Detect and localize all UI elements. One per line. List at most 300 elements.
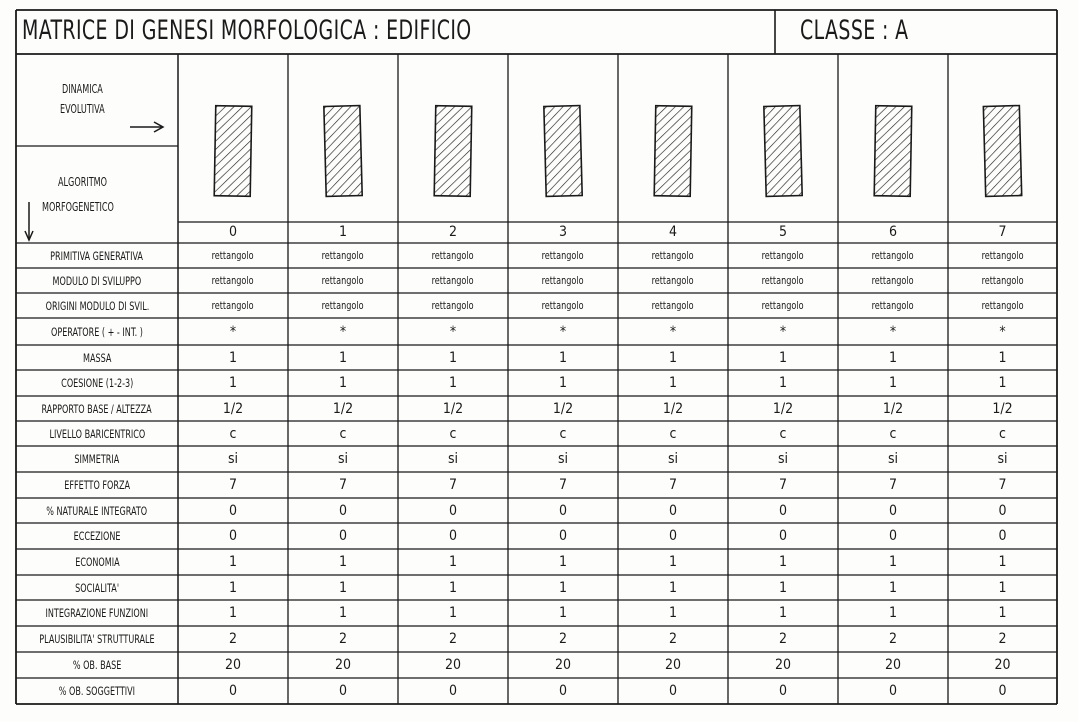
down-arrow-icon xyxy=(25,202,33,240)
matrix-cell xyxy=(508,682,618,700)
matrix-cell-value: rettangolo xyxy=(432,248,474,262)
matrix-cell xyxy=(508,579,618,597)
matrix-cell-value: si xyxy=(227,451,239,467)
matrix-cell-value: 1/2 xyxy=(882,400,904,417)
matrix-cell xyxy=(948,297,1057,315)
matrix-cell-value: 1 xyxy=(888,349,897,366)
matrix-cell xyxy=(838,425,948,443)
matrix-cell xyxy=(178,450,288,468)
matrix-cell xyxy=(728,579,838,597)
matrix-cell-value: c xyxy=(999,425,1006,442)
matrix-cell xyxy=(398,579,508,597)
matrix-cell-value: 20 xyxy=(224,657,242,673)
matrix-cell-value: 1 xyxy=(228,349,237,366)
matrix-cell xyxy=(838,349,948,367)
matrix-cell-value: * xyxy=(339,323,347,340)
matrix-cell xyxy=(288,450,398,468)
matrix-cell xyxy=(618,502,728,520)
matrix-cell xyxy=(178,349,288,367)
matrix-cell-value: 7 xyxy=(558,477,567,493)
row-label-text: ECONOMIA xyxy=(74,555,120,569)
matrix-cell-value: 0 xyxy=(448,528,457,544)
matrix-cell xyxy=(508,553,618,571)
matrix-cell-value: si xyxy=(997,451,1008,467)
matrix-cell xyxy=(728,425,838,443)
matrix-cell-value: 20 xyxy=(774,657,792,673)
matrix-cell-value: 1/2 xyxy=(552,400,574,417)
matrix-cell-value: 0 xyxy=(888,528,897,544)
matrix-cell xyxy=(508,374,618,392)
matrix-cell xyxy=(618,247,728,265)
row-label xyxy=(16,554,178,570)
column-number: 3 xyxy=(558,224,567,240)
matrix-cell xyxy=(838,527,948,545)
matrix-cell xyxy=(398,553,508,571)
row-label-text: % OB. SOGGETTIVI xyxy=(58,684,136,698)
matrix-cell xyxy=(948,425,1057,443)
matrix-cell xyxy=(618,272,728,290)
stage-shape-1 xyxy=(324,106,362,197)
matrix-cell xyxy=(728,323,838,341)
matrix-cell-value: 1 xyxy=(998,349,1007,366)
matrix-cell xyxy=(508,297,618,315)
matrix-cell-value: 20 xyxy=(664,657,682,673)
matrix-cell xyxy=(288,630,398,648)
matrix-cell-value: 7 xyxy=(338,477,347,493)
matrix-cell xyxy=(728,656,838,674)
row-label-text: RAPPORTO BASE / ALTEZZA xyxy=(41,401,153,416)
matrix-cell-value: 1/2 xyxy=(332,400,354,417)
matrix-cell-value: c xyxy=(449,425,457,442)
matrix-cell-value: 1/2 xyxy=(442,400,464,417)
matrix-cell xyxy=(288,656,398,674)
matrix-cell-value: * xyxy=(779,323,787,340)
matrix-cell-value: 1 xyxy=(778,579,787,596)
matrix-cell-value: 2 xyxy=(668,631,677,647)
matrix-cell xyxy=(508,604,618,622)
matrix-cell xyxy=(398,272,508,290)
matrix-cell-value: 1 xyxy=(558,375,567,391)
row-label-text: INTEGRAZIONE FUNZIONI xyxy=(45,606,149,620)
matrix-cell-value: rettangolo xyxy=(542,248,584,262)
matrix-cell-value: si xyxy=(887,451,899,467)
matrix-cell-value: 1 xyxy=(778,605,787,621)
matrix-cell xyxy=(948,630,1057,648)
matrix-cell xyxy=(728,349,838,367)
matrix-cell xyxy=(178,656,288,674)
matrix-cell xyxy=(398,323,508,341)
matrix-cell-value: 1 xyxy=(778,375,787,391)
matrix-cell-value: 1 xyxy=(888,554,897,570)
matrix-cell-value: 0 xyxy=(228,683,237,699)
matrix-cell xyxy=(398,349,508,367)
matrix-cell-value: * xyxy=(559,323,567,340)
matrix-cell-value: 1/2 xyxy=(662,400,684,417)
matrix-cell xyxy=(508,656,618,674)
matrix-cell-value: rettangolo xyxy=(212,298,254,312)
matrix-cell-value: rettangolo xyxy=(212,273,254,287)
row-label xyxy=(16,350,178,366)
matrix-cell xyxy=(288,553,398,571)
matrix-cell-value: 0 xyxy=(558,683,567,699)
matrix-cell xyxy=(948,247,1057,265)
matrix-cell-value: 1 xyxy=(998,579,1007,596)
matrix-cell-value: 7 xyxy=(228,477,237,493)
matrix-cell-value: 7 xyxy=(448,477,457,493)
stage-shape-4 xyxy=(654,106,692,197)
matrix-cell xyxy=(618,553,728,571)
matrix-cell xyxy=(508,630,618,648)
dynamic-label-line2: EVOLUTIVA xyxy=(60,102,105,116)
stage-shape-2 xyxy=(434,106,472,197)
matrix-cell-value: 7 xyxy=(778,477,787,493)
matrix-cell-value: rettangolo xyxy=(212,248,254,262)
matrix-cell-value: 7 xyxy=(668,477,677,493)
matrix-cell xyxy=(838,400,948,418)
matrix-cell-value: rettangolo xyxy=(872,273,914,287)
matrix-cell-value: si xyxy=(557,451,569,467)
matrix-cell xyxy=(288,579,398,597)
matrix-cell xyxy=(398,656,508,674)
row-label xyxy=(16,631,178,647)
matrix-cell xyxy=(948,682,1057,700)
matrix-cell xyxy=(618,656,728,674)
row-label-text: SOCIALITA' xyxy=(75,580,119,595)
row-label xyxy=(16,375,178,391)
row-label xyxy=(16,503,178,519)
matrix-cell xyxy=(178,400,288,418)
matrix-cell xyxy=(728,450,838,468)
row-label-text: % OB. BASE xyxy=(72,658,122,672)
matrix-cell xyxy=(508,527,618,545)
matrix-cell-value: 0 xyxy=(668,502,677,519)
matrix-cell xyxy=(728,630,838,648)
matrix-cell-value: 20 xyxy=(884,657,902,673)
matrix-cell xyxy=(948,656,1057,674)
matrix-cell xyxy=(178,502,288,520)
matrix-cell-value: 0 xyxy=(558,502,567,519)
matrix-cell xyxy=(728,502,838,520)
matrix-cell xyxy=(508,425,618,443)
matrix-cell xyxy=(508,349,618,367)
matrix-cell-value: 1 xyxy=(558,349,567,366)
matrix-cell-value: 0 xyxy=(558,528,567,544)
dynamic-label-line1: DINAMICA xyxy=(62,82,103,96)
column-number: 0 xyxy=(228,224,237,240)
row-label-text: MODULO DI SVILUPPO xyxy=(52,273,142,288)
matrix-cell xyxy=(728,476,838,494)
matrix-cell xyxy=(838,272,948,290)
matrix-cell-value: 1 xyxy=(338,579,347,596)
matrix-cell xyxy=(618,682,728,700)
matrix-cell-value: 2 xyxy=(228,631,237,647)
matrix-cell xyxy=(948,502,1057,520)
matrix-cell-value: 1 xyxy=(558,554,567,570)
matrix-cell xyxy=(618,349,728,367)
matrix-cell-value: 7 xyxy=(998,477,1007,493)
matrix-cell xyxy=(178,272,288,290)
matrix-cell-value: rettangolo xyxy=(652,273,694,287)
matrix-cell xyxy=(288,247,398,265)
matrix-cell-value: rettangolo xyxy=(322,273,364,287)
stage-shape-3 xyxy=(544,106,582,197)
matrix-cell-value: 1 xyxy=(228,554,237,570)
matrix-cell-value: 1 xyxy=(778,349,787,366)
column-number: 4 xyxy=(668,224,677,240)
matrix-cell-value: 1 xyxy=(558,579,567,596)
matrix-cell-value: rettangolo xyxy=(322,248,364,262)
matrix-cell xyxy=(728,527,838,545)
matrix-cell-value: 1 xyxy=(998,605,1007,621)
matrix-cell xyxy=(178,323,288,341)
matrix-cell-value: rettangolo xyxy=(872,248,914,262)
matrix-cell-value: 1 xyxy=(228,579,237,596)
matrix-cell xyxy=(178,579,288,597)
matrix-cell-value: c xyxy=(669,425,677,442)
matrix-cell xyxy=(398,604,508,622)
matrix-cell xyxy=(728,604,838,622)
matrix-cell-value: rettangolo xyxy=(762,298,804,312)
matrix-cell xyxy=(728,682,838,700)
matrix-cell xyxy=(618,450,728,468)
matrix-cell xyxy=(178,476,288,494)
matrix-cell xyxy=(838,476,948,494)
matrix-cell xyxy=(948,527,1057,545)
matrix-cell xyxy=(948,553,1057,571)
row-label xyxy=(16,273,178,289)
matrix-cell xyxy=(508,502,618,520)
matrix-cell-value: rettangolo xyxy=(872,298,914,312)
matrix-cell-value: * xyxy=(229,323,237,340)
matrix-cell xyxy=(948,450,1057,468)
row-label xyxy=(16,580,178,596)
row-label xyxy=(16,426,178,442)
matrix-cell-value: 1 xyxy=(668,375,677,391)
matrix-cell xyxy=(728,247,838,265)
matrix-cell-value: rettangolo xyxy=(432,298,474,312)
matrix-cell-value: 0 xyxy=(778,502,787,519)
matrix-cell xyxy=(288,527,398,545)
matrix-cell xyxy=(618,374,728,392)
matrix-cell-value: 0 xyxy=(778,683,787,699)
matrix-cell-value: 1 xyxy=(998,554,1007,570)
matrix-cell xyxy=(838,604,948,622)
matrix-cell xyxy=(398,682,508,700)
matrix-cell-value: 0 xyxy=(338,502,347,519)
matrix-cell-value: 1 xyxy=(448,554,457,570)
matrix-cell xyxy=(398,630,508,648)
matrix-cell-value: 1 xyxy=(668,349,677,366)
matrix-cell xyxy=(398,297,508,315)
row-label xyxy=(16,605,178,621)
matrix-cell-value: 0 xyxy=(338,528,347,544)
matrix-cell-value: rettangolo xyxy=(432,273,474,287)
matrix-cell xyxy=(838,323,948,341)
row-label-text: % NATURALE INTEGRATO xyxy=(46,503,148,518)
matrix-cell-value: 20 xyxy=(554,657,572,673)
matrix-cell-value: * xyxy=(449,323,457,340)
row-label-text: ECCEZIONE xyxy=(73,529,121,543)
row-label xyxy=(16,683,178,699)
matrix-cell xyxy=(728,553,838,571)
matrix-cell xyxy=(618,425,728,443)
matrix-cell xyxy=(618,527,728,545)
matrix-cell xyxy=(508,272,618,290)
matrix-cell xyxy=(948,604,1057,622)
matrix-cell-value: rettangolo xyxy=(542,298,584,312)
matrix-cell-value: c xyxy=(889,425,897,442)
matrix-cell xyxy=(618,323,728,341)
matrix-cell-value: 0 xyxy=(778,528,787,544)
matrix-cell xyxy=(398,247,508,265)
matrix-cell xyxy=(178,425,288,443)
matrix-cell-value: 7 xyxy=(888,477,897,493)
matrix-cell xyxy=(508,323,618,341)
matrix-cell xyxy=(838,297,948,315)
matrix-cell-value: 1 xyxy=(668,605,677,621)
stage-shape-6 xyxy=(874,106,912,197)
matrix-cell xyxy=(288,502,398,520)
matrix-cell xyxy=(288,400,398,418)
column-number: 7 xyxy=(998,224,1007,240)
matrix-cell xyxy=(618,400,728,418)
matrix-cell-value: 1/2 xyxy=(992,400,1013,417)
matrix-cell-value: c xyxy=(229,425,237,442)
row-label-text: MASSA xyxy=(82,350,112,365)
row-label xyxy=(16,451,178,467)
row-label xyxy=(16,248,178,264)
matrix-cell xyxy=(288,349,398,367)
matrix-cell-value: 1 xyxy=(888,375,897,391)
matrix-cell-value: si xyxy=(777,451,789,467)
matrix-cell-value: rettangolo xyxy=(652,248,694,262)
matrix-cell xyxy=(838,630,948,648)
matrix-cell xyxy=(948,476,1057,494)
row-label-text: COESIONE (1-2-3) xyxy=(60,376,134,390)
matrix-cell-value: c xyxy=(339,425,347,442)
matrix-cell-value: rettangolo xyxy=(762,248,804,262)
matrix-cell-value: 1/2 xyxy=(772,400,794,417)
matrix-cell xyxy=(288,272,398,290)
matrix-cell-value: si xyxy=(337,451,349,467)
matrix-cell-value: rettangolo xyxy=(322,298,364,312)
matrix-cell xyxy=(398,425,508,443)
matrix-cell-value: 0 xyxy=(888,502,897,519)
matrix-cell xyxy=(838,579,948,597)
stage-shape-5 xyxy=(764,106,802,197)
matrix-cell xyxy=(398,450,508,468)
matrix-cell xyxy=(948,400,1057,418)
matrix-cell-value: 2 xyxy=(778,631,787,647)
matrix-cell-value: 0 xyxy=(998,528,1007,544)
matrix-cell xyxy=(508,476,618,494)
matrix-cell-value: 1 xyxy=(338,349,347,366)
matrix-cell-value: 2 xyxy=(448,631,457,647)
matrix-cell-value: 20 xyxy=(444,657,462,673)
matrix-cell-value: 1 xyxy=(338,605,347,621)
matrix-cell-value: 2 xyxy=(558,631,567,647)
matrix-cell-value: 0 xyxy=(888,683,897,699)
row-label-text: LIVELLO BARICENTRICO xyxy=(49,426,145,441)
matrix-cell xyxy=(288,476,398,494)
matrix-cell xyxy=(398,527,508,545)
matrix-cell-value: 1 xyxy=(448,349,457,366)
matrix-cell-value: 20 xyxy=(334,657,352,673)
matrix-cell-value: 0 xyxy=(668,528,677,544)
matrix-cell-value: 1 xyxy=(338,375,347,391)
row-label-text: PRIMITIVA GENERATIVA xyxy=(50,248,144,263)
matrix-cell-value: 0 xyxy=(338,683,347,699)
matrix-cell-value: 1 xyxy=(338,554,347,570)
matrix-cell-value: * xyxy=(889,323,897,340)
row-label-text: SIMMETRIA xyxy=(74,452,120,466)
matrix-cell-value: si xyxy=(447,451,459,467)
row-label xyxy=(16,528,178,544)
matrix-cell-value: * xyxy=(999,323,1006,340)
matrix-cell xyxy=(288,323,398,341)
matrix-cell-value: 1 xyxy=(228,375,237,391)
matrix-cell xyxy=(838,656,948,674)
row-label xyxy=(16,401,178,417)
matrix-cell-value: c xyxy=(559,425,567,442)
matrix-cell xyxy=(398,502,508,520)
matrix-cell xyxy=(178,247,288,265)
right-arrow-icon xyxy=(130,122,163,132)
row-label-text: PLAUSIBILITA' STRUTTURALE xyxy=(39,632,155,646)
matrix-cell-value: si xyxy=(667,451,679,467)
matrix-cell xyxy=(508,400,618,418)
matrix-cell xyxy=(838,374,948,392)
matrix-cell-value: 2 xyxy=(338,631,347,647)
row-label xyxy=(16,324,178,340)
matrix-cell xyxy=(948,349,1057,367)
matrix-cell xyxy=(618,579,728,597)
stage-shape-7 xyxy=(983,106,1021,197)
matrix-cell xyxy=(288,374,398,392)
matrix-cell xyxy=(178,374,288,392)
matrix-cell-value: 0 xyxy=(228,502,237,519)
matrix-cell xyxy=(508,450,618,468)
matrix-cell xyxy=(398,476,508,494)
matrix-cell xyxy=(838,450,948,468)
matrix-cell-value: 0 xyxy=(998,683,1007,699)
matrix-cell-value: 1 xyxy=(448,605,457,621)
matrix-cell-value: 1/2 xyxy=(222,400,244,417)
matrix-cell xyxy=(178,604,288,622)
class-label: CLASSE : A xyxy=(800,15,909,46)
matrix-cell-value: 0 xyxy=(228,528,237,544)
row-label xyxy=(16,657,178,673)
page-title: MATRICE DI GENESI MORFOLOGICA : EDIFICIO xyxy=(22,15,472,46)
algorithm-label-line1: ALGORITMO xyxy=(58,175,108,189)
column-number: 2 xyxy=(448,224,457,240)
column-number: 1 xyxy=(338,224,347,240)
matrix-cell-value: 1 xyxy=(888,605,897,621)
matrix-cell xyxy=(398,400,508,418)
matrix-cell-value: 1 xyxy=(228,605,237,621)
matrix-cell xyxy=(838,553,948,571)
matrix-cell xyxy=(948,579,1057,597)
matrix-cell xyxy=(618,476,728,494)
matrix-cell xyxy=(948,374,1057,392)
matrix-cell-value: 0 xyxy=(668,683,677,699)
matrix-cell xyxy=(948,323,1057,341)
matrix-cell xyxy=(838,247,948,265)
matrix-cell-value: 1 xyxy=(558,605,567,621)
matrix-cell xyxy=(618,604,728,622)
matrix-cell-value: 0 xyxy=(448,502,457,519)
row-label xyxy=(16,477,178,493)
